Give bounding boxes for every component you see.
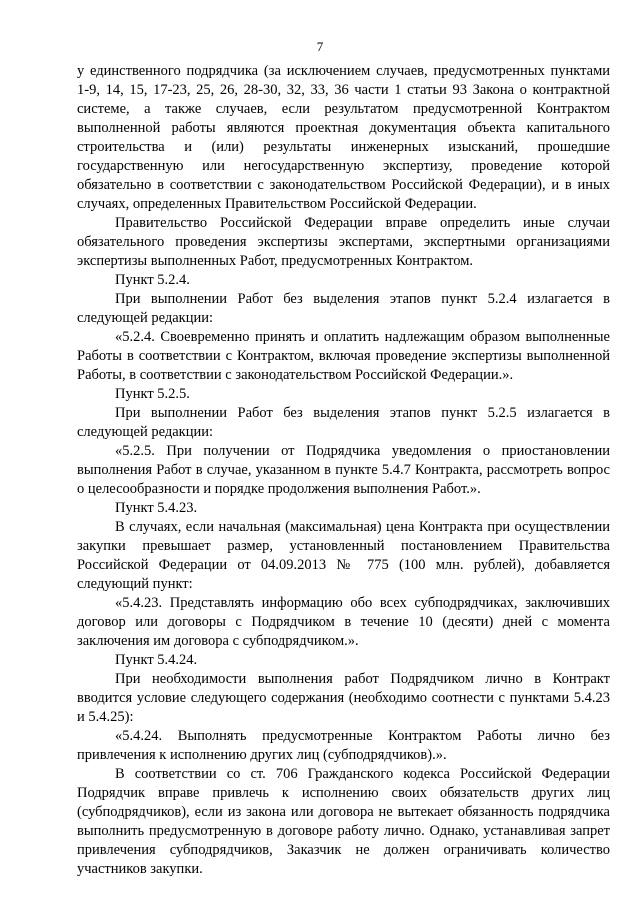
paragraph: у единственного подрядчика (за исключением случаев, предусмотренных пунктами 1-9, 14, 15, 17-23, 25, 26, 28-30, 32, 33, 36 части 1 статьи 93 Закона о контрактной системе, а также случаев, если результатом предусмотренной Контрактом выполненной работы являются проектная документация объекта капитального строительства и (или) результаты инженерных изысканий, прошедшие государственную или негосударственную экспертизу, проведение которой обязательно в соответствии с законодательством Российской Федерации), и в иных случаях, определенных Правительством Российской Федерации. [77, 63, 610, 212]
clause-heading: Пункт 5.2.4. [115, 272, 190, 288]
paragraph: Правительство Российской Федерации вправе определить иные случаи обязательного проведения экспертизы экспертами, экспертными организациями экспертизы выполненных Работ, предусмотренных Контрактом. [77, 215, 610, 269]
page-number: 7 [316, 39, 324, 54]
paragraph: При выполнении Работ без выделения этапов пункт 5.2.5 излагается в следующей редакции: [77, 405, 610, 440]
clause-heading: Пункт 5.4.24. [115, 652, 198, 668]
paragraph: В случаях, если начальная (максимальная) цена Контракта при осуществлении закупки превышает размер, установленный постановлением Правительства Российской Федерации от 04.09.2013 № 775 (100 млн. рублей), добавляется следующий пункт: [77, 519, 610, 592]
paragraph: При необходимости выполнения работ Подрядчиком лично в Контракт вводится условие следующего содержания (необходимо соотнести с пунктами 5.4.23 и 5.4.25): [77, 671, 610, 725]
paragraph: При выполнении Работ без выделения этапов пункт 5.2.4 излагается в следующей редакции: [77, 291, 610, 326]
clause-heading: Пункт 5.4.23. [115, 500, 198, 516]
quoted-clause: «5.4.23. Представлять информацию обо всех субподрядчиках, заключивших договор или договоры с Подрядчиком в течение 10 (десяти) дней с момента заключения им договора с субподрядчиком.». [77, 595, 610, 649]
quoted-clause: «5.2.5. При получении от Подрядчика уведомления о приостановлении выполнения Работ в случае, указанном в пункте 5.4.7 Контракта, рассмотреть вопрос о целесообразности и порядке продолжения выполнения Работ.». [77, 443, 610, 497]
clause-heading: Пункт 5.2.5. [115, 386, 190, 402]
paragraph: В соответствии со ст. 706 Гражданского кодекса Российской Федерации Подрядчик вправе привлечь к исполнению своих обязательств других лиц (субподрядчиков), если из закона или договора не вытекает обязанность подрядчика выполнить предусмотренную в договоре работу лично. Однако, устанавливая запрет привлечения субподрядчиков, Заказчик не должен ограничивать количество участников закупки. [77, 766, 610, 877]
quoted-clause: «5.2.4. Своевременно принять и оплатить надлежащим образом выполненные Работы в соответствии с Контрактом, включая проведение экспертизы выполненной Работы, в соответствии с законодательством Российской Федерации.». [77, 329, 610, 383]
document-body [77, 62, 610, 879]
quoted-clause: «5.4.24. Выполнять предусмотренные Контрактом Работы лично без привлечения к исполнению других лиц (субподрядчиков).». [77, 728, 610, 763]
